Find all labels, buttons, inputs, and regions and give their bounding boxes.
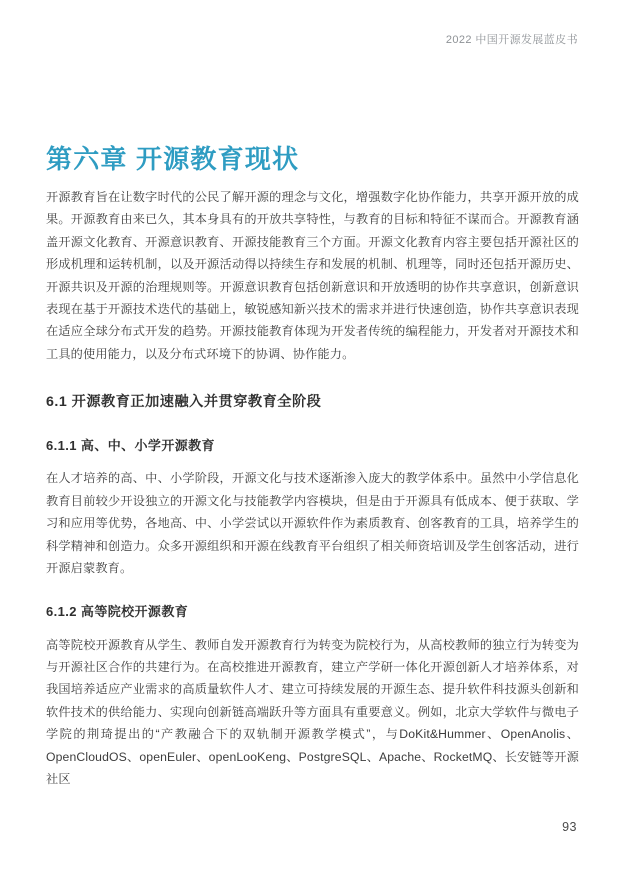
subsection-heading-6-1-1: 6.1.1 高、中、小学开源教育 [46, 438, 215, 454]
section-heading-6-1: 6.1 开源教育正加速融入并贯穿教育全阶段 [46, 394, 322, 411]
subsection-paragraph-6-1-2: 高等院校开源教育从学生、教师自发开源教育行为转变为院校行为，从高校教师的独立行为转变为与开源社区合作的共建行为。在高校推进开源教育，建立产学研一体化开源创新人才培养体系，对我国培养适应产业需求的高质量软件人才、建立可持续发展的开源生态、提升软件科技源头创新和软件技术的供给能力、实现向创新链高端跃升等方面具有重要意义。例如，北京大学软件与微电子学院的荆琦提出的“产教融合下的双轨制开源教学模式”，与DoKit&Hummer、OpenAnolis、OpenCloudOS、openEuler、openLooKeng、PostgreSQL、Apache、RocketMQ、长安链等开源社区 [46, 637, 579, 786]
chapter-title: 第六章 开源教育现状 [46, 144, 300, 175]
subsection-paragraph-6-1-1: 在人才培养的高、中、小学阶段，开源文化与技术逐渐渗入庞大的教学体系中。虽然中小学信息化教育目前较少开设独立的开源文化与技能教学内容模块，但是由于开源具有低成本、便于获取、学习和应用等优势，各地高、中、小学尝试以开源软件作为素质教育、创客教育的工具，培养学生的科学精神和创造力。众多开源组织和开源在线教育平台组织了相关师资培训及学生创客活动，进行开源启蒙教育。 [46, 471, 579, 575]
content-column [46, 186, 579, 790]
running-header: 2022 中国开源发展蓝皮书 [445, 34, 578, 46]
subsection-heading-6-1-2: 6.1.2 高等院校开源教育 [46, 604, 189, 620]
page-number: 93 [562, 819, 577, 834]
chapter-intro-paragraph: 开源教育旨在让数字时代的公民了解开源的理念与文化，增强数字化协作能力，共享开源开放的成果。开源教育由来已久，其本身具有的开放共享特性，与教育的目标和特征不谋而合。开源教育涵盖开源文化教育、开源意识教育、开源技能教育三个方面。开源文化教育内容主要包括开源社区的形成机理和运转机制，以及开源活动得以持续生存和发展的机制、机理等，同时还包括开源历史、开源共识及开源的治理规则等。开源意识教育包括创新意识和开放透明的协作共享意识，创新意识表现在基于开源技术迭代的基础上，敏锐感知新兴技术的需求并进行快速创造，协作共享意识表现在适应全球分布式开发的趋势。开源技能教育体现为开发者传统的编程能力，开发者对开源技术和工具的使用能力，以及分布式环境下的协调、协作能力。 [46, 190, 579, 361]
